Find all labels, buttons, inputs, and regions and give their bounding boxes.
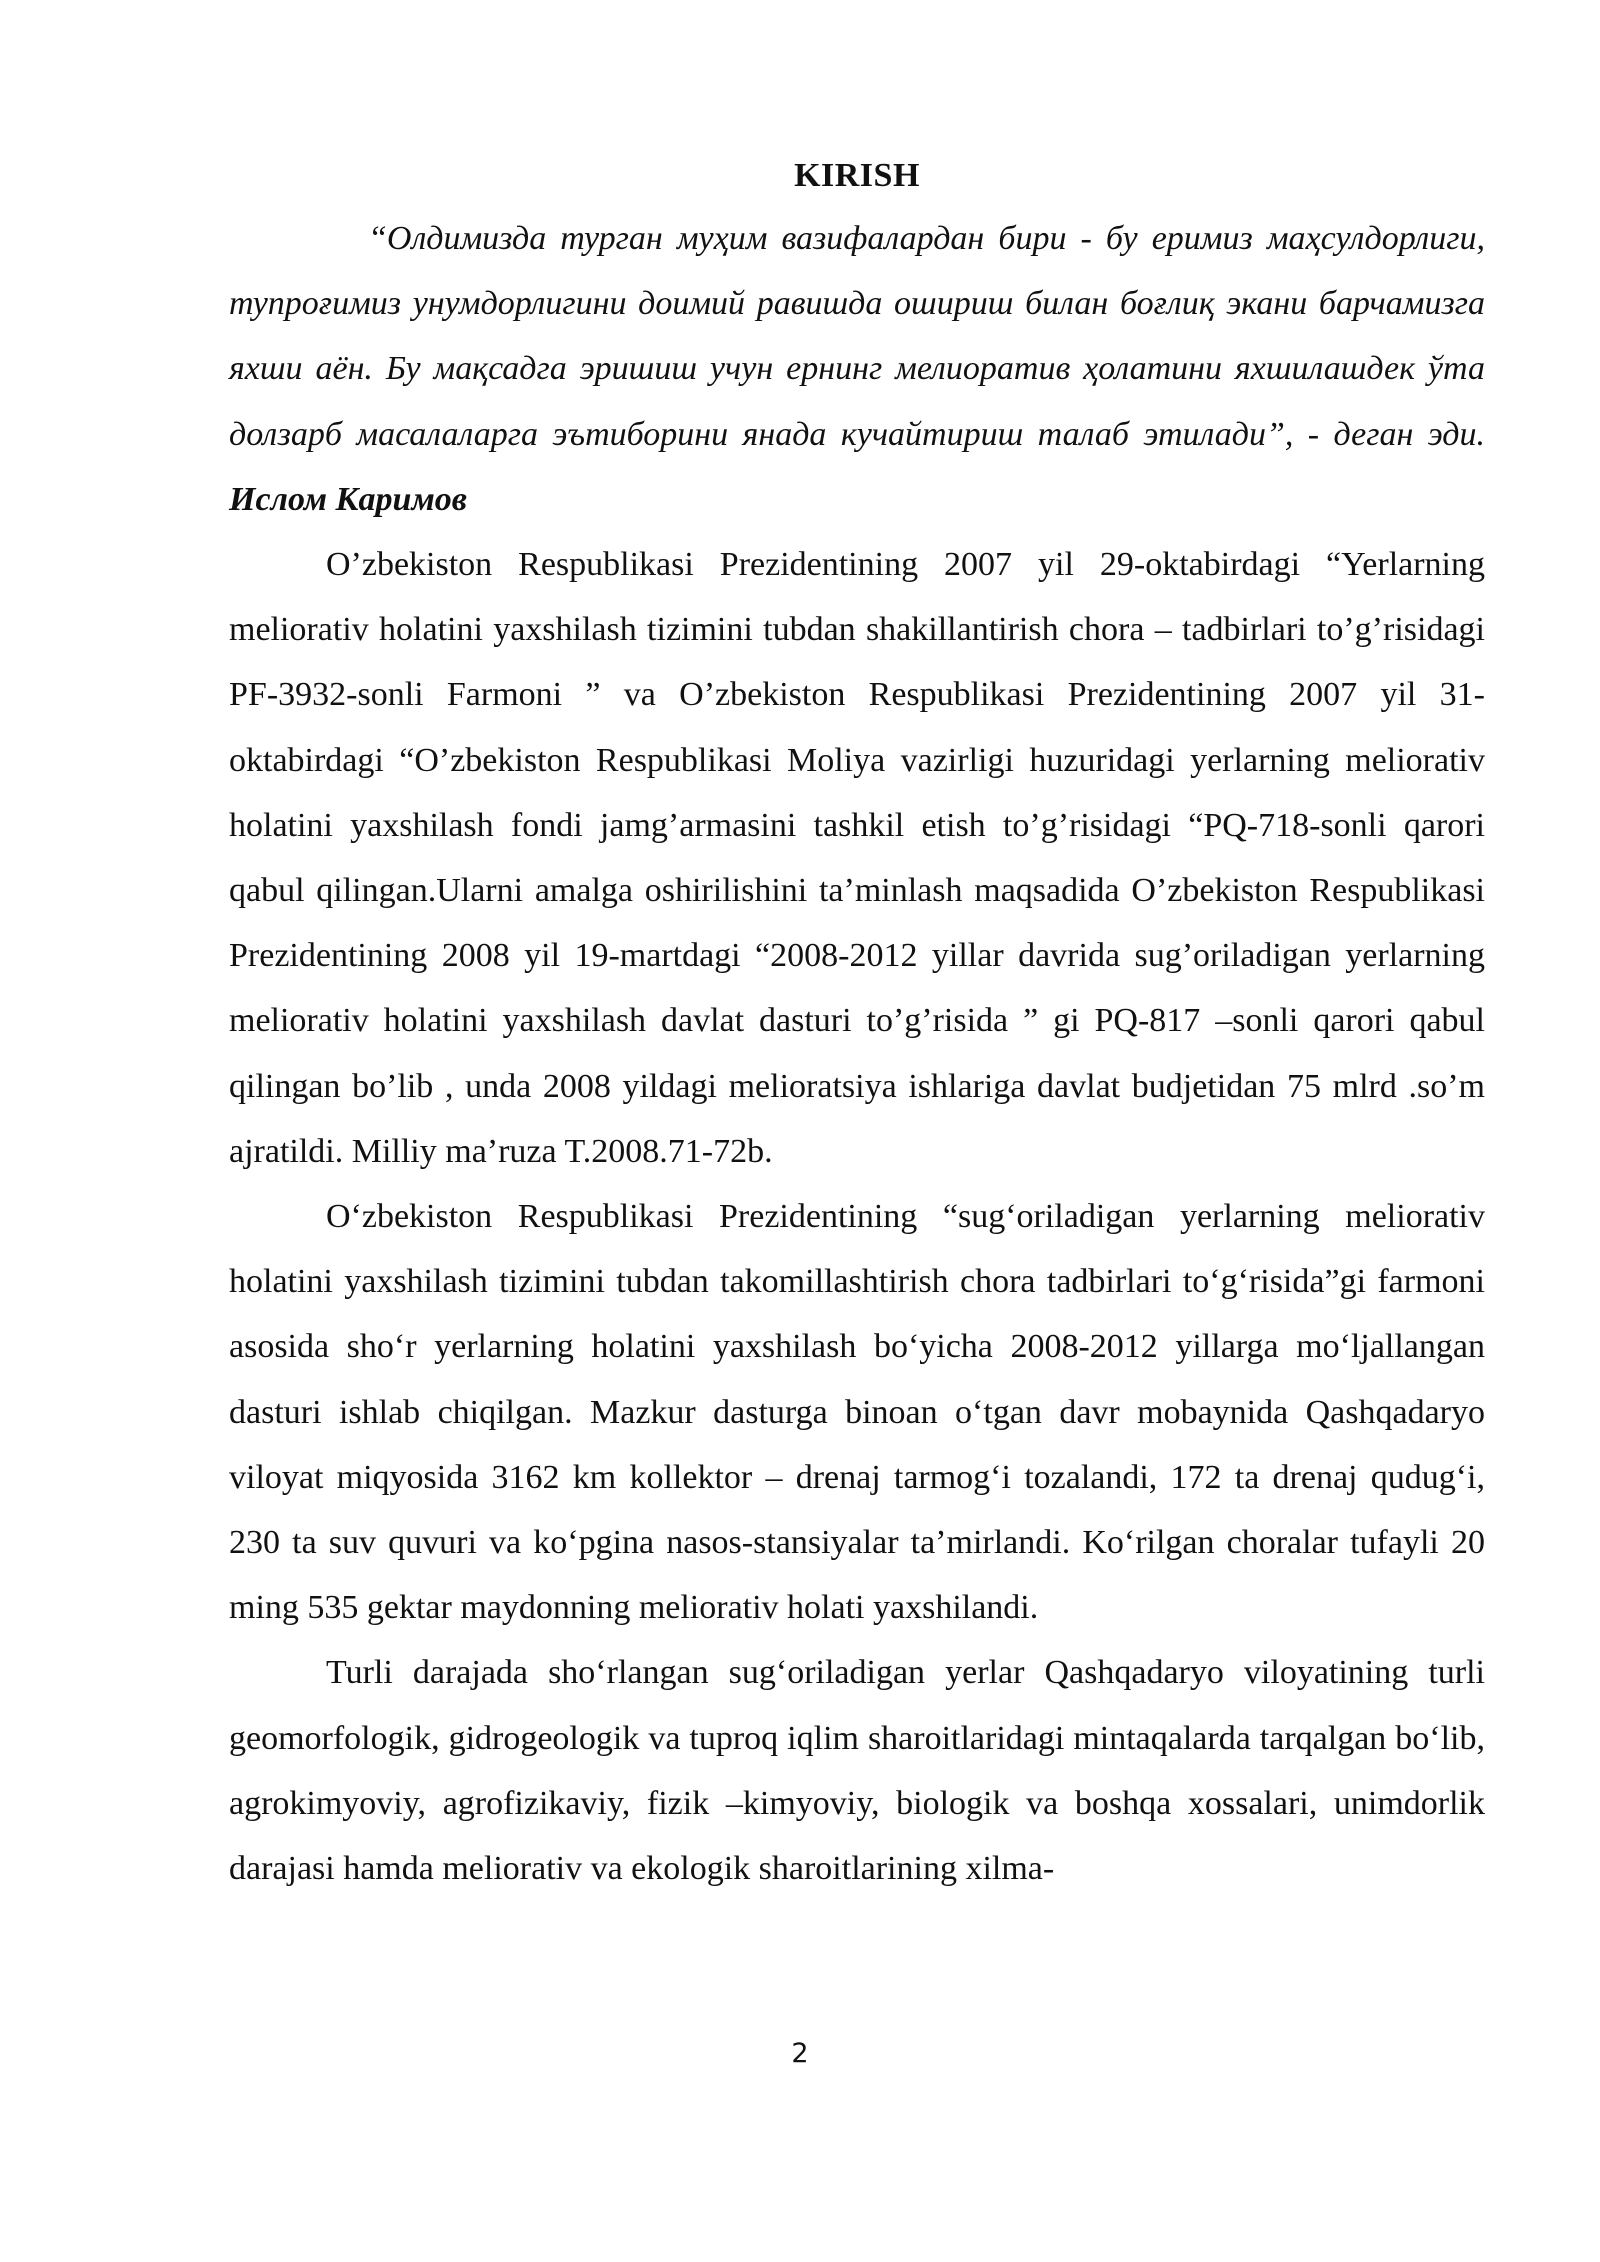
epigraph — [229, 206, 1485, 532]
document-body — [229, 146, 1485, 1901]
paragraph-2: O‘zbekiston Respublikasi Prezidentining “sug‘oriladigan yerlarning meliorativ holatini yaxshilash tizimini tubdan takomillashtirish chora tadbirlari to‘g‘risida”gi farmoni asosida sho‘r yerlarning holatini yaxshilash bo‘yicha 2008-2012 yillarga mo‘ljallangan dasturi ishlab chiqilgan. Mazkur dasturga binoan o‘tgan davr mobaynida Qashqadaryo viloyat miqyosida 3162 km kollektor – drenaj tarmog‘i tozalandi, 172 ta drenaj qudug‘i, 230 ta suv quvuri va ko‘pgina nasos-stansiyalar ta’mirlandi. Ko‘rilgan choralar tufayli 20 ming 535 gektar maydonning meliorativ holati yaxshilandi. — [229, 1198, 1485, 1627]
epigraph-quote: “Олдимизда турган муҳим вазифалардан бири - бу еримиз маҳсулдорлиги, тупроғимиз унумдорлигини доимий равишда ошириш билан боғлиқ экани барчамизга яхши аён. Бу мақсадга эришиш учун ернинг мелиоратив ҳолатини яхшилашдек ўта долзарб масалаларга эътиборини янада кучайтириш талаб этилади”, - деган эди. — [229, 220, 1485, 453]
epigraph-author: Ислом Каримов — [229, 480, 467, 518]
page-title: KIRISH — [794, 157, 920, 194]
paragraph-1: O’zbekiston Respublikasi Prezidentining 2007 yil 29-oktabirdagi “Yerlarning meliorativ holatini yaxshilash tizimini tubdan shakillantirish chora – tadbirlari to’g’risidagi PF-3932-sonli Farmoni ” va O’zbekiston Respublikasi Prezidentining 2007 yil 31-oktabirdagi “O’zbekiston Respublikasi Moliya vazirligi huzuridagi yerlarning meliorativ holatini yaxshilash fondi jamg’armasini tashkil etish to’g’risidagi “PQ-718-sonli qarori qabul qilingan.Ularni amalga oshirilishini ta’minlash maqsadida O’zbekiston Respublikasi Prezidentining 2008 yil 19-martdagi “2008-2012 yillar davrida sug’oriladigan yerlarning meliorativ holatini yaxshilash davlat dasturi to’g’risida ” gi PQ-817 –sonli qarori qabul qilingan bo’lib , unda 2008 yildagi melioratsiya ishlariga davlat budjetidan 75 mlrd .so’m ajratildi. Milliy ma’ruza T.2008.71-72b. — [229, 546, 1485, 1170]
page-number: 2 — [791, 2038, 809, 2069]
paragraph-3: Turli darajada sho‘rlangan sug‘oriladigan yerlar Qashqadaryo viloyatining turli geomorfologik, gidrogeologik va tuproq iqlim sharoitlaridagi mintaqalarda tarqalgan bo‘lib, agrokimyoviy, agrofizikaviy, fizik –kimyoviy, biologik va boshqa xossalari, unimdorlik darajasi hamda meliorativ va ekologik sharoitlarining xilma- — [229, 1654, 1485, 1888]
